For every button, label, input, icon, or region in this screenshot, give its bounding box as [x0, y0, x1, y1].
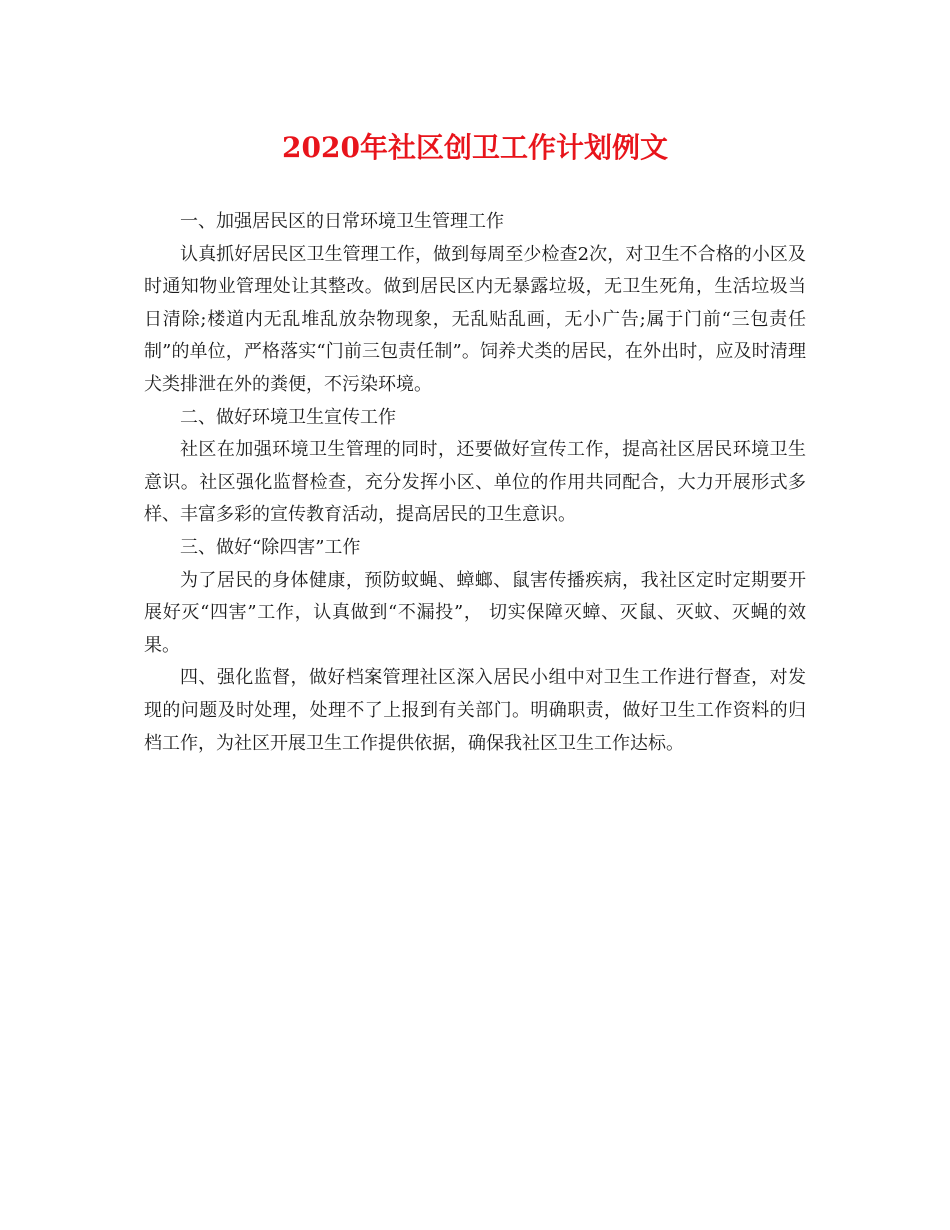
paragraph-3: 为了居民的身体健康，预防蚊蝇、蟑螂、鼠害传播疾病，我社区定时定期要开展好灭“四害”工作，认真做到“不漏投”， 切实保障灭蟑、灭鼠、灭蚊、灭蝇的效果。	[144, 569, 806, 656]
paragraph-1: 认真抓好居民区卫生管理工作，做到每周至少检查2次，对卫生不合格的小区及时通知物业管理处让其整改。做到居民区内无暴露垃圾，无卫生死角，生活垃圾当日清除;楼道内无乱堆乱放杂物现象，无乱贴乱画，无小广告;属于门前“三包责任制”的单位，严格落实“门前三包责任制”。饲养犬类的居民，在外出时，应及时清理犬类排泄在外的粪便，不污染环境。	[144, 243, 806, 395]
section-heading-2: 二、做好环境卫生宣传工作	[180, 406, 396, 428]
section-heading-3: 三、做好“除四害”工作	[180, 536, 361, 558]
document-body	[144, 206, 806, 760]
document-title: 2020年社区创卫工作计划例文	[282, 131, 668, 164]
section-heading-1: 一、加强居民区的日常环境卫生管理工作	[180, 211, 504, 232]
paragraph-4: 四、强化监督，做好档案管理社区深入居民小组中对卫生工作进行督查，对发现的问题及时处理，处理不了上报到有关部门。明确职责，做好卫生工作资料的归档工作，为社区开展卫生工作提供依据，确保我社区卫生工作达标。	[144, 667, 806, 754]
paragraph-2: 社区在加强环境卫生管理的同时，还要做好宣传工作，提高社区居民环境卫生意识。社区强化监督检查，充分发挥小区、单位的作用共同配合，大力开展形式多样、丰富多彩的宣传教育活动，提高居民的卫生意识。	[144, 439, 806, 526]
